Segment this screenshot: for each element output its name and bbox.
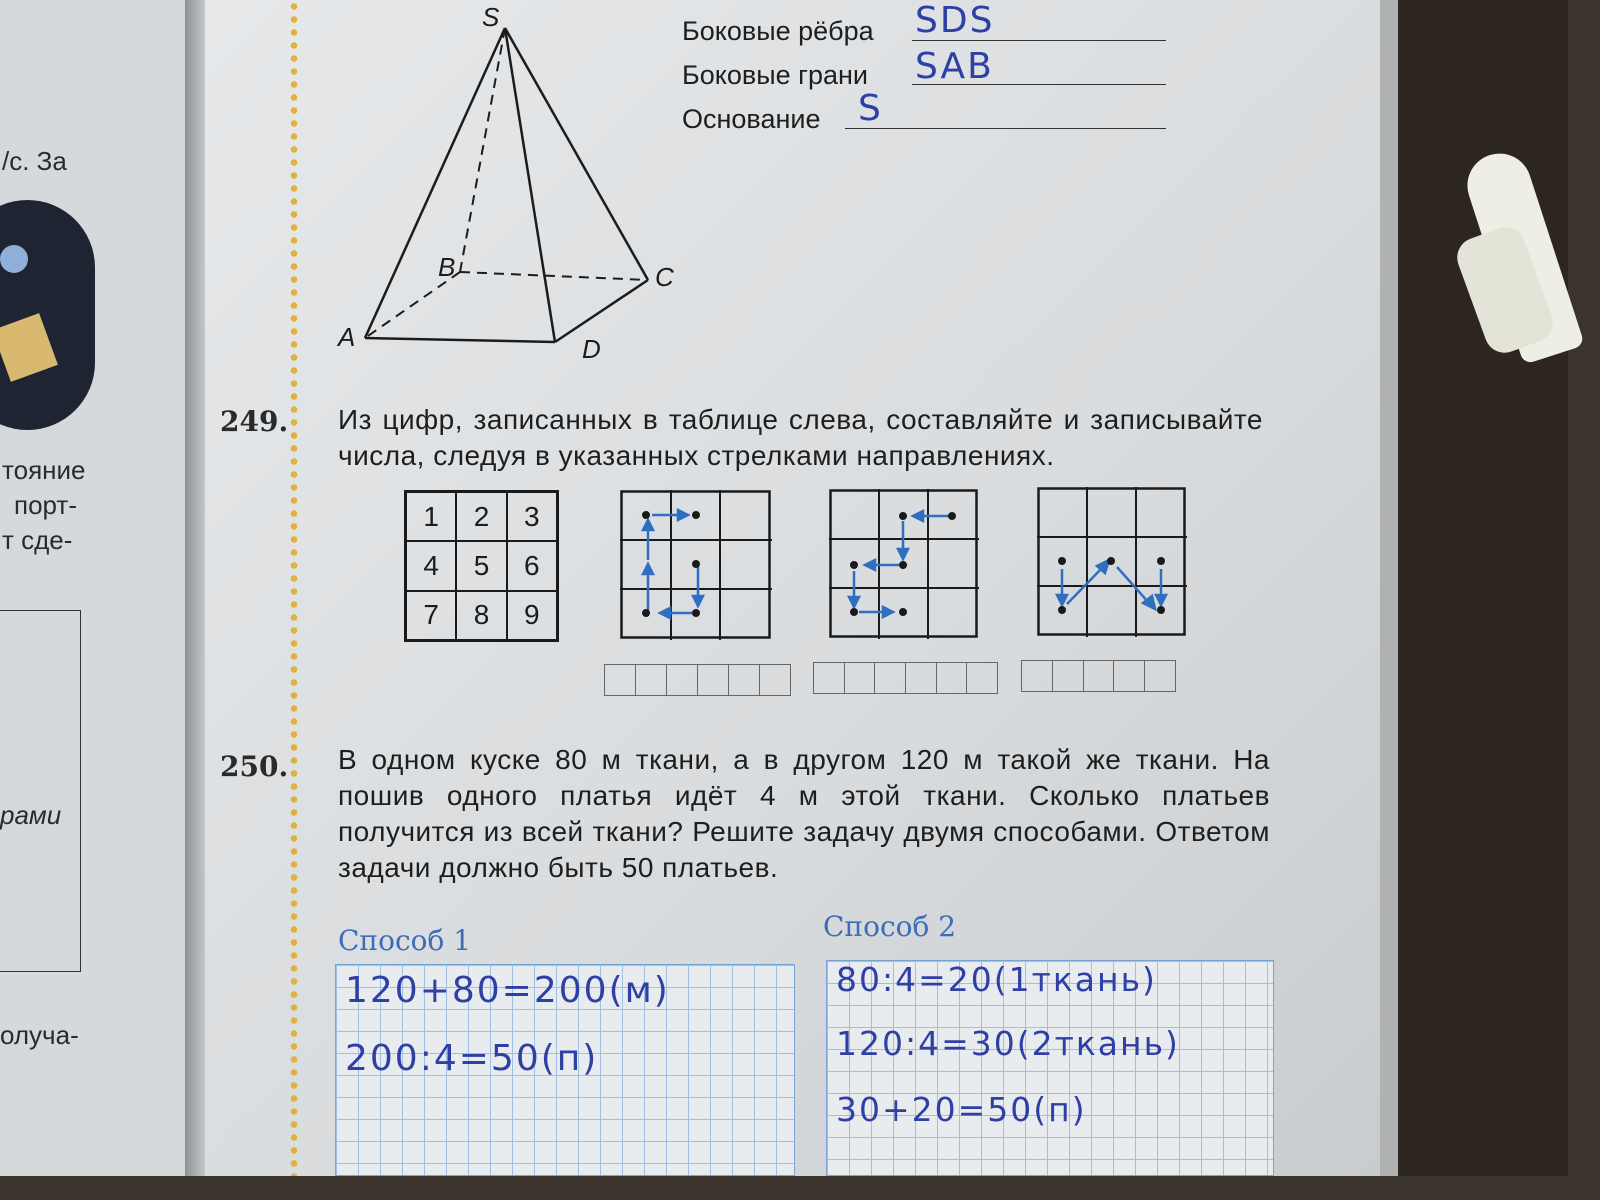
book-gutter <box>185 0 205 1176</box>
base-label: Основание <box>682 104 821 134</box>
method-1-title: Способ 1 <box>338 924 472 957</box>
left-text-fragment: порт- <box>14 490 77 520</box>
space-illustration <box>0 200 95 430</box>
book-icon <box>0 313 58 382</box>
vertex-a: A <box>338 322 356 352</box>
pyramid-figure <box>330 0 690 370</box>
task-249-text: Из цифр, записанных в таблице слева, составляйте и записывайте числа, следуя в указанных стрелками направлениях. <box>338 404 1263 471</box>
edge-ad <box>365 338 555 342</box>
edge-sa <box>365 28 505 338</box>
digit-cell: 8 <box>456 591 506 640</box>
vertex-b: B <box>438 252 456 282</box>
task-number: 249. <box>220 405 289 438</box>
edge-bc <box>460 272 648 280</box>
digit-cell: 9 <box>507 591 557 640</box>
digit-cell: 5 <box>456 541 506 590</box>
lateral-faces-answer[interactable]: SAB <box>915 46 994 87</box>
page-edge <box>1380 0 1398 1176</box>
left-frame <box>0 610 81 972</box>
left-text-fragment: рами <box>0 800 62 830</box>
answer-boxes-1[interactable] <box>604 664 791 696</box>
answer-boxes-3[interactable] <box>1021 660 1176 692</box>
digit-cell: 7 <box>406 591 456 640</box>
edge-sd <box>505 28 555 342</box>
method-1-line: 200:4=50(п) <box>345 1038 599 1079</box>
digit-cell: 2 <box>456 492 506 541</box>
edge-sb <box>460 28 505 272</box>
edge-dc <box>555 280 648 342</box>
digit-cell: 1 <box>406 492 456 541</box>
method-2-title: Способ 2 <box>823 910 957 943</box>
method-2-line: 80:4=20(1ткань) <box>836 960 1157 999</box>
lateral-edges-answer[interactable]: SDS <box>915 0 995 41</box>
digit-cell: 4 <box>406 541 456 590</box>
vertex-c: C <box>655 262 674 292</box>
planet-icon <box>0 245 28 273</box>
edge-sc <box>505 28 648 280</box>
lateral-edges-label: Боковые рёбра <box>682 16 874 46</box>
lateral-faces-label: Боковые грани <box>682 60 869 90</box>
left-text-fragment: олуча- <box>0 1020 79 1050</box>
left-text-fragment: /с. За <box>2 146 67 176</box>
method-2-line: 30+20=50(п) <box>836 1090 1087 1129</box>
digit-cell: 3 <box>507 492 557 541</box>
dotted-margin-line <box>288 0 300 1176</box>
arrow-path-grid-1 <box>620 490 772 640</box>
method-2-line: 120:4=30(2ткань) <box>836 1024 1180 1063</box>
base-answer[interactable]: S <box>858 88 883 129</box>
arrow-path-grid-3 <box>1037 487 1187 637</box>
task-250-text: В одном куске 80 м ткани, а в другом 120 м такой же ткани. На пошив одного платья идёт 4 м этой ткани. Сколько платьев получится из всей ткани? Решите задачу двумя способами. Ответом задачи должно быть 50 платьев. <box>338 744 1270 883</box>
task-number: 250. <box>220 750 289 783</box>
method-1-line: 120+80=200(м) <box>345 970 670 1011</box>
vertex-s: S <box>482 2 500 32</box>
arrow-path-grid-2 <box>829 489 979 639</box>
vertex-d: D <box>582 334 601 364</box>
answer-boxes-2[interactable] <box>813 662 998 694</box>
digit-cell: 6 <box>507 541 557 590</box>
left-text-fragment: тояние <box>2 455 86 485</box>
left-text-fragment: т сде- <box>2 525 73 555</box>
answer-line <box>845 128 1166 129</box>
digit-table <box>404 490 559 642</box>
